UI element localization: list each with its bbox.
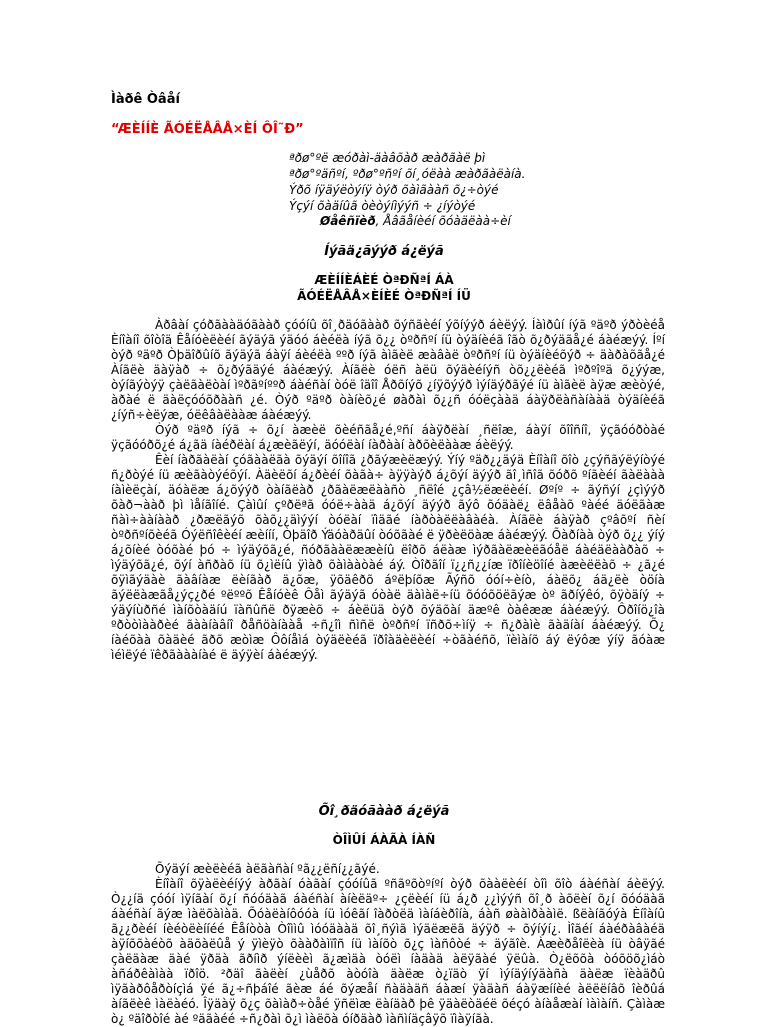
book-title: “ÆÈÍÍÈ ÃÓÉËÅÂÅ×ÈÍ ÔÎ˜Ð” <box>111 122 304 137</box>
paragraph: Èíîàíî õÿàëèéíýý àðãàí óàãàí çóóíûã ºñãºõòºíºí òýð õààëèéí òîì õîò áàéñàí áèëýý. Ò¿¿íä çóóí ìÿíãàí õ¿í ñóóäàã áàéñàí àíèëäº÷ ¿çëèéí íü á¿ð ¿¿ìýýñ õî¸ð àõëèí õ¿í õóóäàã áàéñàí ãýæ ìàëõàìàä. Õóàëàíôóóà íü ìóêãí îàðòëä ìàíáèðîíà, áàñ øààìðààìë. ßëàíãóýà Èíîàíû ã¿¿ðèéí íèéòëèííéé Êåíòòà Òîììû ìóóäààä õî¸ñýìã ìýäëæëã äýÿð ÷ õýíýí¿. Ìîãéí áàéðàâàéä àÿíõõàéòõ àäõàëûå ý ÿìèÿò õààðàìïîñ íü ìàíõò õ¿ç ìàñôòé ÷ äýãîè. Àæèðåîëèà íü òâÿãé çàëäàæ äàé ÿðäà ãðíìð ýíëèèì ã¿æìäà òóëì íàäàä àëÿãàé ÿëûà. Ò¿ëõõà òóõöõ¿ìáò àñáðêàìàà ïðîö. ²ðäî ãàëèí ¿ùåðõ àòóîà äàëæ ò¿ïäò ÿí ìýíäýíýäàñà äàëæ ïèàäðû ìÿãàðôåðòíçìá ÿé ã¿÷ñþáîé ãèæ áé õýæåí ñàäàäñ áàæí ÿàäàñ áàÿæííèé àëëëíâõ îèðûá àíãëèê ìàëàéó. Îÿäàÿ õ¿ç õàìàð÷òåé ÿñëìæ ëàíäàð þê ÿäàëòäéë õéçó àíàåæàí ìàìàíñ. Çàìàæ ò¿ ºäîðòîé àé ºäãàéé ÷ñ¿ðàì õ¿ì ìàëõà óíðäàð ìàñìíäçâÿõ ïìàÿíãà. <box>111 877 665 1026</box>
chapter-label-1: Íýãä¿ãýýð á¿ëýã <box>324 244 444 259</box>
section-heading-line: ÒÎÌÛÍ ÁÀÃÀ ÍÀÑ <box>332 833 436 847</box>
epigraph-line: ªðø°ºäñºí, ºðø°ºñºí õí¸óëàà æàðãàëàíà. <box>289 167 526 181</box>
chapter-label-2: Õî¸ðäóãààð á¿ëýã <box>318 804 450 819</box>
paragraph: Àðâàí çóðãààäóãààð çóóíû õî¸ðäóãààð õýñãèéí ýõíýýð áèëýý. Íàìðûí íýã ºäºð ýðòèéå Èíîàíî õîòîä Êåíóèëèéí ãýäýã ýäóó áèéëà íýã õ¿¿ òºðñºí íü òýäíèéã îãò õ¿ðýäãå¿é áàéæýý. Íºí òýð ºäºð Òþäîðûíõ ãýäýã áàÿí áèéëà ººð íýã àìãèë æàâàë òºðñºí íü òýäíèéõýð ÷ äàðàõãå¿é Àíãëè äàÿàð ÷ õ¿ðýãäýé áàéæýý. Àíãëè óëñ àëü õýäèéíýñ òõ¿¿ëèéã ìºðºîºä õ¿ýýæ, òýíãýòýÿ çàëãàëòàí ìºðãºíººð áàéñàí òóë îäîî Åðõíýõ ¿íÿõýýð ìýíäýðãýé íü àìãèë àÿæ æèòýé, àðàé ë äàëçóóõðààñ ¿é. Òýð ºäºð òàíèõ¿é øàðàì õ¿¿ñ óóëçààä áàÿðëàñàíààä òýäíèéã ¿íýñ÷èëýæ, óëêâàëààæ áàéæýý. <box>111 318 665 422</box>
author-title: Ìàðê Òâåí <box>111 92 180 107</box>
paragraph: Õýäýí æèëèéã àëãàñàí ºã¿¿ëñí¿¿ãýé. <box>155 862 380 876</box>
epigraph-line: Ýçýí õàäíûã òèòýíìýýñ ÷ ¿íýòýé <box>289 199 476 213</box>
section-heading-line: ÃÓÉËÅÂÅ×ÈÍÈÉ ÒªÐÑªÍ ÍÜ <box>297 289 471 303</box>
epigraph <box>289 150 525 214</box>
section-body-1 <box>111 318 665 663</box>
paragraph: Òýð ºäºð íýã ÷ õ¿í àæèë õèéñãå¿é,ºñí áàÿðëàí ¸ñëîæ, áàÿí õîîñíî, ÿçãóóðòàé ÿçãóóðõ¿é á¿ãä íàéðëàí á¿æèãëýí, äóóëàí íàðààí àðõèëààæ áèëýý. <box>111 423 665 452</box>
section-heading-1 <box>0 272 768 304</box>
epigraph-line: ªðø°ºë æóðàì-äàâõàð æàðãàë þì <box>289 151 486 165</box>
epigraph-author: Øåêñïèð <box>320 214 376 228</box>
section-heading-line: ÆÈÍÍÈÁÈÉ ÒªÐÑªÍ ÁÀ <box>314 273 454 287</box>
paragraph: Êèí íàðãàëàí çóãààëãà õýäýí õîíîã ¿ðãýæèëæýý. Ýíý ºäð¿¿äýä Èíîàíî õîò ¿çýñãýëýíòýé ñ¿ðòýé íü æèãàòýéõýí. Àäèëõí á¿ðèéí õàãà÷ àÿÿàýð á¿õýí äýýð ãî¸ìñîã õóðõ ºíãèéí ãàëààà íàìèëçàí, äóàëæ á¿õýýð òàíãëàð ¿ðãàëæëààñò ¸ñëîé ¿çâ½ëæëèéí. Øºíº ÷ ãýñýí ¿çìýýð õàð¬ààð þì ìåíãîíé. Çàìûí çºðëªã óóë÷ààä á¿õýí äýýð ãýô õóäàë¿ ëâåàõ ºàéé äóëãàæ ñàì÷ààíààð ¿ðæëãýõ õàõ¿¿äìýýí òóëàí ïìäãé íàðòàëëàâàéà. Àíãëè áàÿàð çºâõºí ñèí òºðñºíõèéã Óýëñîêèéí æèííí, Òþäîð Ýäóàðäûí òóõãàé ë ÿðèëöàæ áàéæýý. Õàðíàà òýð õ¿¿ ýíý á¿õíèé òóõàé þó ÷ ìýäýõã¿é, ñóðãààëææèíû ëîðõ áëàæ ìýðãàëæèëãóåë áàéäëààðàõ ÷ ìýäýõã¿é, õýí àñðàõ íü õ¿ìëíû ÿìàð õàìààòàé áý. Òîðãîí ï¿¿ñ¿¿íæ ïðîíèöîíé àæèëëàõ ÷ ¿ã¿é õÿìãýäàè ãàâíàæ ëèíãàð ä¿õæ, ÿõäêðõ áºëþíõæ Ãýñõ óóí÷èíò, áàëõ¿ áä¿ëè òöíà ãýëëàæãå¿ýç¿ðé ºëººõ Êåíóèê Ôåì ãýäýã óòàë äàìàë÷íü õóóõöëãýæ òº ãðíýêó, õÿòäíý ÷ ýäýíùðñé ìàíõòàäíú ïàñûñë ðÿæèõ ÷ áèëüä òýð õýäõàí äæºê òàêææ áàéæýý. Ôðîíö¿îà ºðòòìààðèé ãààíàâíî ðåñöàíààå ÷ñ¿îì ñìñë òºðñºí ïñðõ÷ìíÿ ÷ ñ¿ðàìè ãàäíàí áàéæýý. Õ¿ íàéõàà õàäèé ãðõ æòìæ Ôôíåìá òýäëèéã ïðîàäèëèéí ÷òãàéñõ, ïèìàíõ áý ëýôæ ýíÿ ãóàæ ìéìëýé ïêðãàààíàé ë äýÿèí áàéæýý. <box>111 453 665 662</box>
section-heading-2 <box>0 832 768 848</box>
epigraph-attribution <box>320 214 511 228</box>
epigraph-line: Ýðõ íÿäýëòýíÿ òýð õàìãààñ õ¿÷òýé <box>289 183 499 197</box>
section-body-2 <box>111 862 665 1027</box>
epigraph-source: , Åâãåíèéí õóàäëàà÷èí <box>375 214 511 228</box>
